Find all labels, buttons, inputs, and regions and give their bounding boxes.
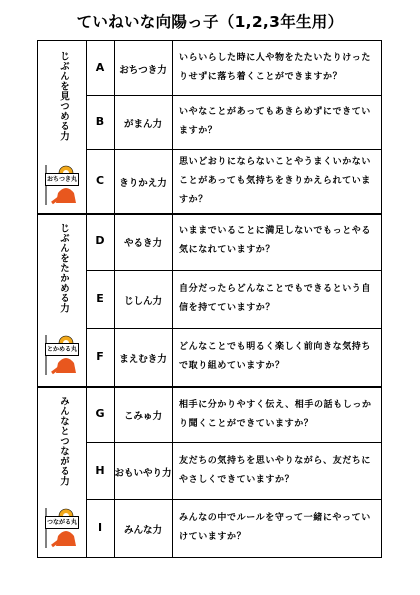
column-divider <box>172 41 173 557</box>
question-text: 自分だったらどんなことでもできるという自信を持てていますか？ <box>179 284 372 313</box>
question-text: いらいらした時に人や物をたたいたりけったりせずに落ち着くことができますか？ <box>179 53 372 82</box>
question-text: みんなの中でルールを守って一緒にやっていけていますか？ <box>179 513 371 542</box>
group-title: じぶんを見つめる力 <box>58 51 69 141</box>
power-name: まえむき力 <box>119 354 167 365</box>
row-letter: F <box>96 350 104 363</box>
badge-label: つながる丸 <box>45 516 79 529</box>
mascot-badge <box>42 506 82 550</box>
question-text: いやなことがあってもあきらめずにできていますか？ <box>179 107 371 136</box>
question-text: 友だちの気持ちを思いやりながら、友だちにやさしくできていますか？ <box>179 456 372 485</box>
group-cell-connect <box>38 386 86 557</box>
question-text: 相手に分かりやすく伝え、相手の話もしっかり聞くことができていますか？ <box>179 400 372 429</box>
row-letter: A <box>95 61 105 74</box>
badge-label: とかめる丸 <box>45 343 79 356</box>
power-name: やるき力 <box>123 238 162 249</box>
row-divider <box>86 149 381 150</box>
mascot-badge <box>42 163 82 207</box>
assessment-table <box>37 40 382 558</box>
power-name: がまん力 <box>123 119 162 130</box>
row-letter: H <box>95 464 105 477</box>
power-name: みんな力 <box>123 525 162 536</box>
row-divider <box>86 442 381 443</box>
group-divider <box>38 386 381 388</box>
group-title: みんなとつながる力 <box>58 396 69 486</box>
question-text: 思いどおりにならないことやうまくいかないことがあっても気持ちをきりかえられていますか？ <box>179 157 372 205</box>
power-name: じしん力 <box>123 296 162 307</box>
row-letter: E <box>96 292 104 305</box>
row-letter: C <box>95 174 105 187</box>
group-cell-raise <box>38 213 86 386</box>
row-letter: G <box>95 407 105 420</box>
group-cell-see <box>38 41 86 213</box>
row-divider <box>86 499 381 500</box>
row-divider <box>86 95 381 96</box>
question-text: どんなことでも明るく楽しく前向きな気持ちで取り組めていますか？ <box>179 342 372 371</box>
power-name: こみゅ力 <box>123 411 162 422</box>
question-text: いままでいることに満足しないでもっとやる気になれていますか？ <box>179 226 372 255</box>
power-name: きりかえ力 <box>119 178 167 189</box>
group-title: じぶんをたかめる力 <box>58 223 69 313</box>
page-title: ていねいな向陽っ子（1,2,3年生用） <box>76 13 344 31</box>
row-divider <box>86 270 381 271</box>
mascot-badge <box>42 333 82 377</box>
power-name: おちつき力 <box>119 65 167 76</box>
row-letter: B <box>95 115 105 128</box>
row-divider <box>86 328 381 329</box>
power-name: おもいやり力 <box>114 468 172 479</box>
group-divider <box>38 213 381 215</box>
row-letter: I <box>97 521 103 534</box>
row-letter: D <box>95 234 105 247</box>
badge-label: おちつき丸 <box>45 173 79 186</box>
